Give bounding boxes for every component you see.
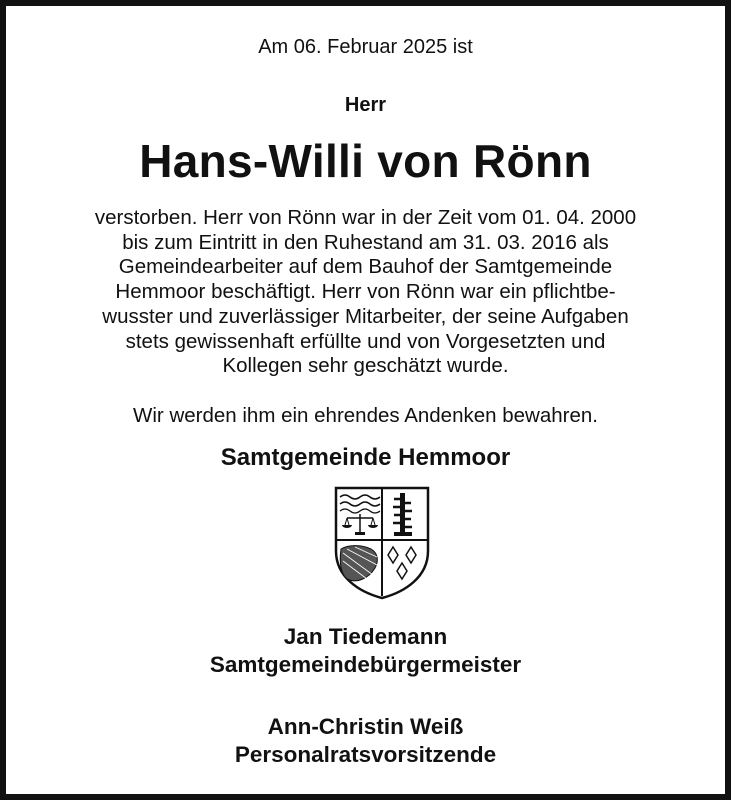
body-line: wusster und zuverlässiger Mitarbeiter, der seine Aufgaben [102,304,629,328]
signatory-2 [6,713,725,769]
signatory-name: Ann-Christin Weiß [267,714,464,739]
body-line: Kollegen sehr geschätzt wurde. [222,354,509,378]
coat-of-arms-icon [333,485,431,601]
salutation: Herr [344,94,387,116]
signatory-name: Jan Tiedemann [283,624,448,649]
body-line: verstorben. Herr von Rönn war in der Zeit vom 01. 04. 2000 [94,206,637,229]
deceased-name: Hans-Willi von Rönn [139,135,592,187]
signatory-1 [6,623,725,679]
signatory-title: Samtgemeindebürgermeister [209,652,522,677]
body-line: stets gewissenhaft erfüllte und von Vorgesetzten und [125,329,606,353]
body-line: Gemeindearbeiter auf dem Bauhof der Samtgemeinde [118,255,613,279]
body-line: bis zum Eintritt in den Ruhestand am 31. 03. 2016 als [122,230,609,254]
signatory-title: Personalratsvorsitzende [234,742,497,767]
body-line: Hemmoor beschäftigt. Herr von Rönn war ein pflichtbe- [115,280,616,304]
closing-line: Wir werden ihm ein ehrendes Andenken bewahren. [133,404,598,427]
organization-name: Samtgemeinde Hemmoor [220,444,511,471]
intro-line: Am 06. Februar 2025 ist [258,36,473,58]
notice-body [46,206,685,379]
